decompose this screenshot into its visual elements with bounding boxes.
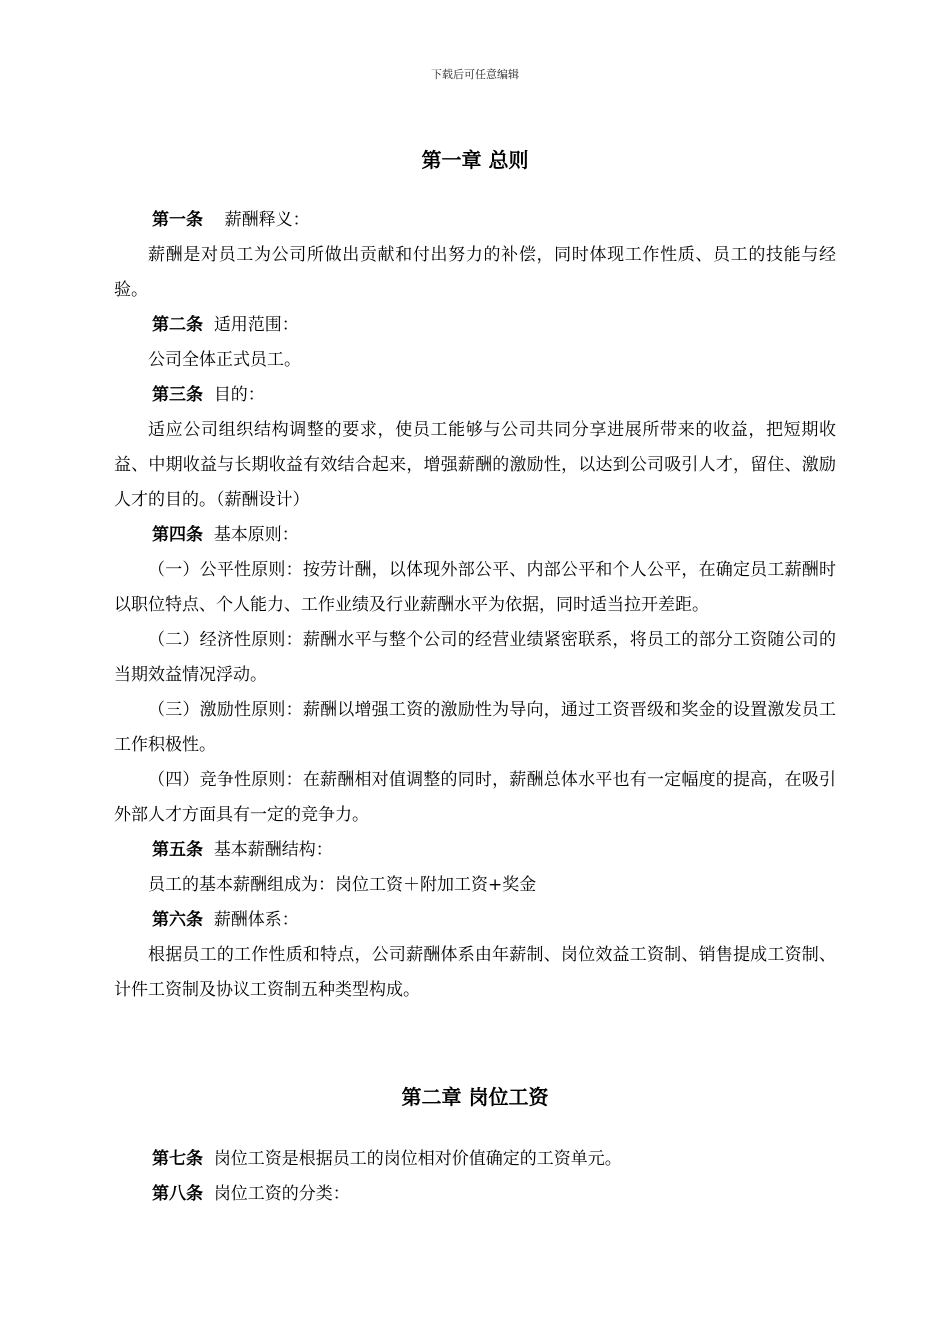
chapter-1-title: 第一章 总则 [421, 148, 529, 172]
article-label: 基本薪酬结构： [213, 840, 333, 860]
article-1-heading [114, 203, 836, 238]
article-number: 第五条 [152, 840, 203, 860]
article-label: 适用范围： [213, 315, 299, 335]
article-6-heading [114, 903, 836, 938]
chapter-1-body [114, 203, 836, 1008]
header-note: 下载后可任意编辑 [431, 68, 519, 81]
paragraph: 公司全体正式员工。 [148, 350, 301, 370]
chapter-2-title: 第二章 岗位工资 [401, 1085, 549, 1109]
article-label: 目的： [213, 385, 265, 405]
article-number: 第四条 [152, 525, 203, 545]
paragraph: 根据员工的工作性质和特点，公司薪酬体系由年薪制、岗位效益工资制、销售提成工资制、计件工资制及协议工资制五种类型构成。 [114, 945, 836, 1000]
article-label: 基本原则： [213, 525, 299, 545]
principle-paragraph: （三）激励性原则：薪酬以增强工资的激励性为导向，通过工资晋级和奖金的设置激发员工工作积极性。 [114, 700, 836, 755]
article-2-heading [114, 308, 836, 343]
article-8 [114, 1177, 836, 1212]
article-number: 第八条 [152, 1184, 203, 1204]
paragraph: 员工的基本薪酬组成为：岗位工资＋附加工资+奖金 [148, 875, 537, 895]
article-7 [114, 1142, 836, 1177]
article-label: 岗位工资的分类： [213, 1184, 350, 1204]
article-label: 岗位工资是根据员工的岗位相对价值确定的工资单元。 [213, 1149, 622, 1169]
paragraph: 适应公司组织结构调整的要求，使员工能够与公司共同分享进展所带来的收益，把短期收益、中期收益与长期收益有效结合起来，增强薪酬的激励性，以达到公司吸引人才，留住、激励人才的目的。（薪酬设计） [114, 420, 836, 510]
article-number: 第三条 [152, 385, 203, 405]
chapter-2-body [114, 1142, 836, 1212]
article-4-heading [114, 518, 836, 553]
article-number: 第二条 [152, 315, 203, 335]
principle-paragraph: （二）经济性原则：薪酬水平与整个公司的经营业绩紧密联系，将员工的部分工资随公司的当期效益情况浮动。 [114, 630, 836, 685]
article-number: 第一条 [152, 210, 203, 230]
article-5-heading [114, 833, 836, 868]
article-3-heading [114, 378, 836, 413]
article-label: 薪酬释义： [224, 210, 310, 230]
article-label: 薪酬体系： [213, 910, 299, 930]
principle-paragraph: （四）竞争性原则：在薪酬相对值调整的同时，薪酬总体水平也有一定幅度的提高，在吸引外部人才方面具有一定的竞争力。 [114, 770, 836, 825]
paragraph: 薪酬是对员工为公司所做出贡献和付出努力的补偿，同时体现工作性质、员工的技能与经验。 [114, 245, 836, 300]
article-number: 第七条 [152, 1149, 203, 1169]
article-number: 第六条 [152, 910, 203, 930]
principle-paragraph: （一）公平性原则：按劳计酬，以体现外部公平、内部公平和个人公平，在确定员工薪酬时以职位特点、个人能力、工作业绩及行业薪酬水平为依据，同时适当拉开差距。 [114, 560, 836, 615]
